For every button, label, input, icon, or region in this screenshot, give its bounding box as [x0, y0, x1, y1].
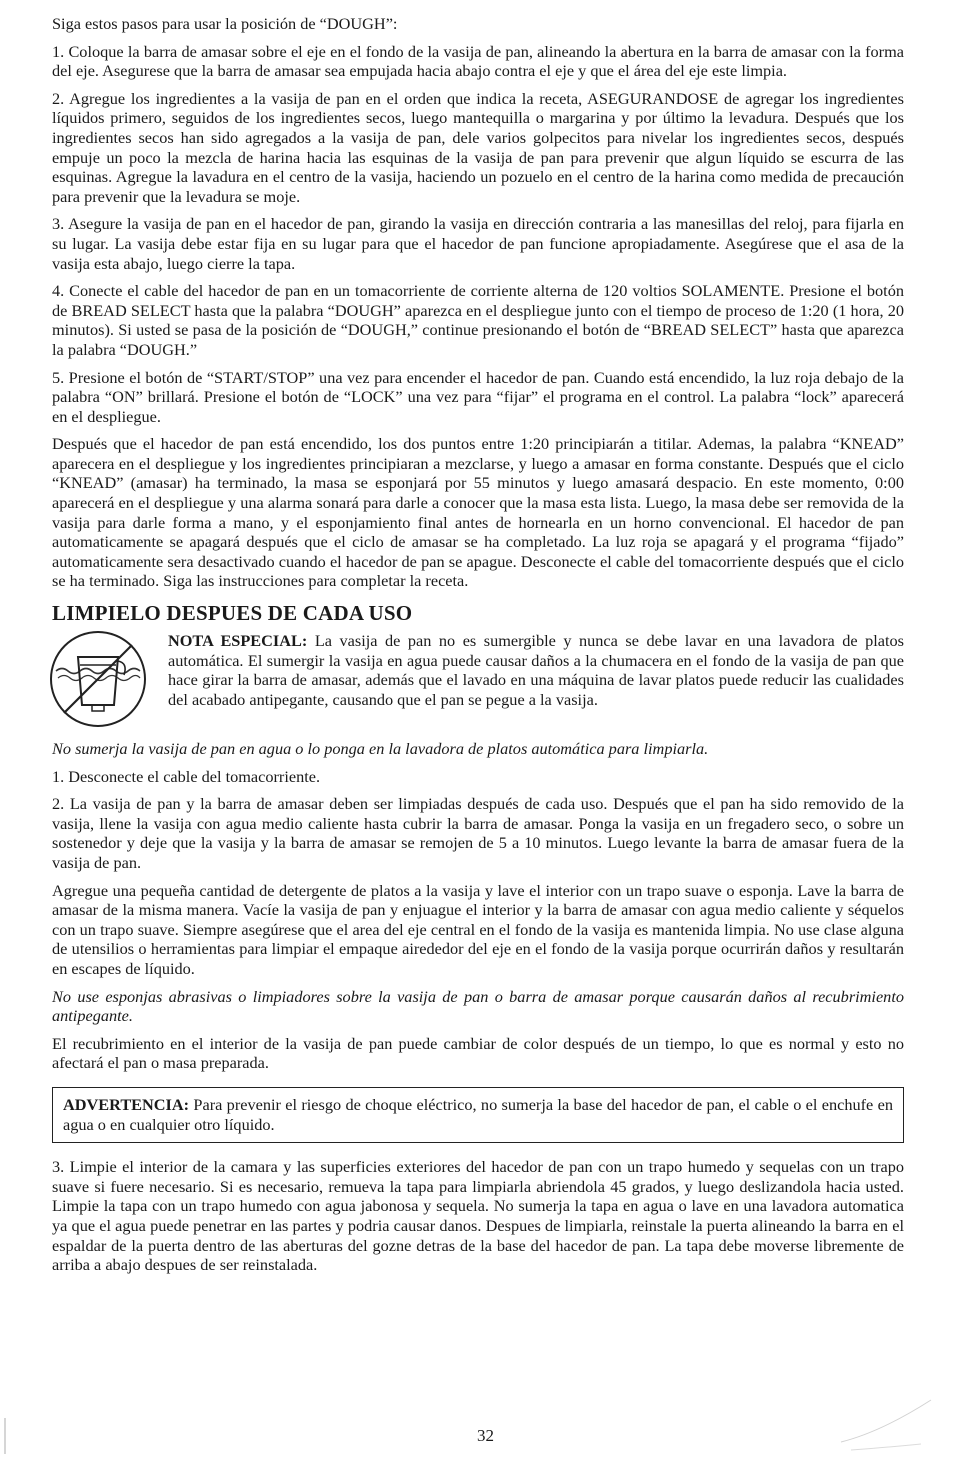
cleaning-step-1: 1. Desconecte el cable del tomacorriente.	[52, 766, 321, 786]
italic-note-no-dishwasher: No sumerja la vasija de pan en agua o lo ponga en la lavadora de platos automática para limpiarla.	[52, 739, 709, 759]
page-content	[52, 14, 904, 1283]
no-immerse-icon	[46, 627, 150, 731]
special-note-text	[168, 631, 904, 709]
cleaning-step-2: 2. La vasija de pan y la barra de amasar deben ser limpiadas después de cada uso. Después que el pan ha sido removido de la vasija, llene la vasija con agua medio caliente hasta cubrir la barra de amasar. Ponga la vasija en un fregadero seco, o sobre un sostenedor y deje que la vasija y la barra de amasar se remojen de 5 a 10 minutos. Luego levante la barra de amasar fuera de la vasija de pan.	[52, 794, 904, 872]
dough-step-3: 3. Asegure la vasija de pan en el hacedor de pan, girando la vasija en dirección contraria a las manesillas del reloj, para fijarla en su lugar. La vasija debe estar fija en su lugar para que el hacedor de pan funcione apropiadamente. Asegúrese que el asa de la vasija esta abajo, luego cierre la tapa.	[52, 214, 904, 273]
scan-scuff-mark	[821, 1392, 941, 1452]
dough-step-1: 1. Coloque la barra de amasar sobre el eje en el fondo de la vasija de pan, alineando la abertura en la barra de amasar con la forma del eje. Asegurese que la barra de amasar sea empujada hacia abajo contra el eje y que el área del eje este limpia.	[52, 41, 904, 81]
warning-label: ADVERTENCIA:	[63, 1094, 190, 1114]
scan-margin-mark	[4, 1418, 6, 1454]
dough-step-4: 4. Conecte el cable del hacedor de pan en un tomacorriente de corriente alterna de 120 voltios SOLAMENTE. Presione el botón de BREAD SELECT hasta que la palabra “DOUGH” aparezca en el despliegue junto con el tiempo de proceso de 1:20 (1 hora, 20 minutos). Si usted se pasa de la posición de “DOUGH,” continue presionando el botón de “BREAD SELECT” hasta que aparezca la palabra “DOUGH.”	[52, 281, 904, 359]
warning-body: Para prevenir el riesgo de choque eléctrico, no sumerja la base del hacedor de pan, el cable o el enchufe en agua o en cualquier otro líquido.	[63, 1094, 893, 1134]
special-note-label: NOTA ESPECIAL:	[168, 631, 308, 651]
dough-cycle-paragraph: Después que el hacedor de pan está encendido, los dos puntos entre 1:20 principiarán a titilar. Ademas, la palabra “KNEAD” aparecera en el despliegue y los ingredientes principiaran a mezclarse, y luego a amasar en forma constante. Después que el ciclo “KNEAD” (amasar) ha terminado, la masa se esponjará por 55 minutos y luego amasará despacio. En este momento, 0:00 aparecerá en el despliegue y una alarma sonará para darle a conocer que la masa esta lista. Luego, la masa debe ser removida de la vasija para darle forma a mano, y el esponjamiento final antes de hornearla en un horno convencional. El hacedor de pan automaticamente se apagará después que el ciclo de amasar se ha completado. La luz roja se apagará y el programa “fijado” automaticamente sera desactivado cuando el hacedor de pan se apague. Desconecte el cable del tomacorriente después que el ciclo se ha terminado. Siga las instrucciones para completar la receta.	[52, 434, 904, 591]
special-note-block	[52, 631, 904, 731]
cleaning-paragraph: Agregue una pequeña cantidad de detergente de platos a la vasija y lave el interior con un trapo suave o esponja. Lave la barra de amasar de la misma manera. Vacíe la vasija de pan y enjuague el interior y la barra de amasar con agua medio caliente y séquelos con un trapo suave. Siempre asegúrese que el area del eje central en el fondo de la vasija es mantenida limpia. No use clase alguna de utensilios o herramientas para limpiar el empaque airededor del eje en el fondo de la vasija porque ocurrirán daños y resultarán en escapes de líquido.	[52, 880, 904, 978]
warning-box	[52, 1087, 904, 1143]
coating-paragraph: El recubrimiento en el interior de la vasija de pan puede cambiar de color después de un tiempo, lo que es normal y esto no afectará el pan o masa preparada.	[52, 1033, 904, 1073]
intro-text: Siga estos pasos para usar la posición de “DOUGH”:	[52, 14, 398, 33]
dough-step-2: 2. Agregue los ingredientes a la vasija de pan en el orden que indica la receta, ASEGURANDOSE de agregar los ingredientes líquidos primero, seguidos de los ingredientes secos, luego mantequilla o margarina y por último la levadura. Después que los ingredientes secos han sido agregados a la vasija de pan, dele varios golpecitos para nivelar los ingredientes secos, después empuje un poco la mezcla de harina hacia las esquinas de la vasija de pan para prevenir que algun líquido se escurra de las esquinas. Agregue la lavadura en el centro de la vasija, haciendo un pozuelo en el centro de la harina como medida de precaución para prevenir que la levadura se moje.	[52, 88, 904, 206]
warning-text	[63, 1095, 893, 1134]
special-note-body: La vasija de pan no es sumergible y nunca se debe lavar en una lavadora de platos automática. El sumergir la vasija en agua puede causar daños a la chumacera en el fondo de la vasija de pan que hace girar la barra de amasar, además que el lavado en una máquina de lavar platos puede reducir las cualidades del acabado antipegante, causando que el pan se pegue a la vasija.	[168, 631, 905, 709]
page-number: 32	[477, 1426, 494, 1445]
dough-step-5: 5. Presione el botón de “START/STOP” una vez para encender el hacedor de pan. Cuando está encendido, la luz roja debajo de la palabra “ON” brillará. Presione el botón de “LOCK” una vez para “fijar” el programa en el control. La palabra “lock” aparecerá en el despliegue.	[52, 367, 904, 426]
italic-note-no-abrasives: No use esponjas abrasivas o limpiadores sobre la vasija de pan o barra de amasar porque causarán daños al recubrimiento antipegante.	[52, 986, 904, 1026]
cleaning-step-3: 3. Limpie el interior de la camara y las superficies exteriores del hacedor de pan con un trapo humedo y sequelas con un trapo suave si fuere necesario. Si es necesario, remueva la tapa para limpiarla abriendola 45 grados, y luego deslizandola hacia usted. Limpie la tapa con un trapo humedo con agua jabonosa y sequela. No sumerja la tapa en agua o lave en una lavadora automatica ya que el agua puede penetrar en las partes y podria causar danos. Despues de limpiarla, reinstale la puerta alineando la barra en el espaldar de la puerta dentro de las aberturas del gozne detras de la base del hacedor de pan. La tapa debe moverse libremente de arriba a abajo despues de ser reinstalada.	[52, 1157, 904, 1275]
section-heading: LIMPIELO DESPUES DE CADA USO	[52, 601, 413, 626]
